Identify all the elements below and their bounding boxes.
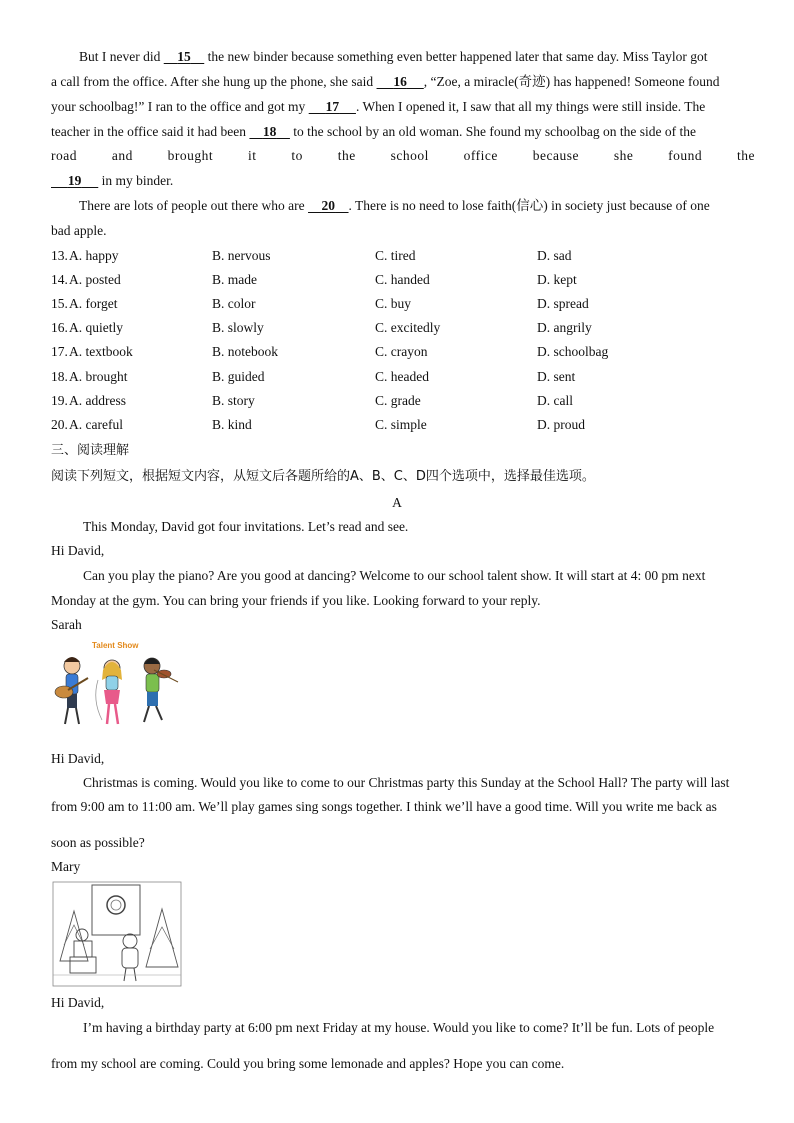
letter-text: soon as possible? xyxy=(51,835,145,850)
option-c[interactable]: C. handed xyxy=(375,272,430,288)
option-d[interactable]: D. call xyxy=(537,392,573,408)
option-a[interactable]: A. brought xyxy=(69,368,128,384)
option-b[interactable]: B. kind xyxy=(212,416,252,432)
letter-text: from 9:00 am to 11:00 am. We’ll play games sing songs together. I think we’ll have a good time. Will you write me back as xyxy=(51,799,717,814)
letter-text: Monday at the gym. You can bring your friends if you like. Looking forward to your reply. xyxy=(51,593,541,608)
passage-line: bad apple. xyxy=(51,223,107,238)
option-a[interactable]: A. address xyxy=(69,392,126,408)
option-c[interactable]: C. excitedly xyxy=(375,320,441,336)
question-number: 15. xyxy=(51,296,68,312)
question-number: 20. xyxy=(51,416,68,432)
option-b[interactable]: B. notebook xyxy=(212,344,278,360)
option-c[interactable]: C. tired xyxy=(375,248,416,263)
option-d[interactable]: D. spread xyxy=(537,296,589,312)
passage-line: your schoolbag!” I ran to the office and got my 17 . When I opened it, I saw that all my things were still inside. The xyxy=(51,99,706,114)
question-number: 14. xyxy=(51,272,68,288)
image-caption: Talent Show xyxy=(92,641,139,650)
letter-text: I’m having a birthday party at 6:00 pm next Friday at my house. Would you like to come? It’ll be fun. Lots of people xyxy=(83,1020,715,1035)
option-b[interactable]: B. nervous xyxy=(212,248,271,263)
intro-text: This Monday, David got four invitations. Let’s read and see. xyxy=(83,519,409,534)
option-a[interactable]: A. posted xyxy=(69,272,121,288)
option-a[interactable]: A. careful xyxy=(69,416,123,432)
option-b[interactable]: B. slowly xyxy=(212,320,264,336)
option-c[interactable]: C. grade xyxy=(375,392,421,408)
option-c[interactable]: C. buy xyxy=(375,296,412,312)
option-b[interactable]: B. color xyxy=(212,296,256,312)
option-d[interactable]: D. schoolbag xyxy=(537,344,609,360)
option-a[interactable]: A. happy xyxy=(69,248,119,263)
passage-line: a call from the office. After she hung up the phone, she said 16 , “Zoe, a miracle(奇迹) has happened! Someone found xyxy=(51,74,720,89)
letter-greeting: Hi David, xyxy=(51,543,105,558)
option-a[interactable]: A. quietly xyxy=(69,320,123,336)
passage-line: There are lots of people out there who are 20 . There is no need to lose faith(信心) in society just because of one xyxy=(79,198,710,213)
passage-line: But I never did 15 the new binder because something even better happened later that same day. Miss Taylor got xyxy=(79,49,708,64)
blank-18: 18 xyxy=(262,124,277,139)
blank-20: 20 xyxy=(321,198,336,213)
option-a[interactable]: A. textbook xyxy=(69,344,133,360)
option-d[interactable]: D. sent xyxy=(537,368,576,384)
option-b[interactable]: B. guided xyxy=(212,368,265,384)
option-d[interactable]: D. sad xyxy=(537,248,572,263)
question-number: 16. xyxy=(51,320,68,336)
blank-19: 19 xyxy=(67,173,82,188)
option-a[interactable]: A. forget xyxy=(69,296,118,312)
blank-15: 15 xyxy=(177,49,191,64)
section-instruction: 阅读下列短文，根据短文内容，从短文后各题所给的A、B、C、D四个选项中，选择最佳选项。 xyxy=(51,469,595,484)
letter-signature: Mary xyxy=(51,859,81,874)
option-c[interactable]: C. headed xyxy=(375,368,429,384)
letter-greeting: Hi David, xyxy=(51,751,105,766)
blank-17: 17 xyxy=(325,99,340,114)
option-b[interactable]: B. story xyxy=(212,392,255,408)
part-label: A xyxy=(392,495,402,510)
letter-greeting: Hi David, xyxy=(51,995,105,1010)
option-c[interactable]: C. crayon xyxy=(375,344,428,360)
option-d[interactable]: D. kept xyxy=(537,272,577,288)
letter-text: Christmas is coming. Would you like to come to our Christmas party this Sunday at the School Hall? The party will last xyxy=(83,775,730,790)
section-title: 三、阅读理解 xyxy=(51,443,130,458)
talent-show-illustration xyxy=(52,640,182,736)
passage-line: teacher in the office said it had been 18 to the school by an old woman. She found my schoolbag on the side of the xyxy=(51,124,696,139)
question-number: 13. xyxy=(51,248,68,263)
passage-line: 19 in my binder. xyxy=(51,174,755,188)
christmas-party-illustration xyxy=(52,881,182,987)
option-d[interactable]: D. proud xyxy=(537,416,585,432)
option-c[interactable]: C. simple xyxy=(375,416,427,432)
blank-16: 16 xyxy=(393,74,407,89)
question-number: 19. xyxy=(51,392,68,408)
letter-signature: Sarah xyxy=(51,617,82,632)
option-d[interactable]: D. angrily xyxy=(537,320,592,336)
question-number: 17. xyxy=(51,344,68,360)
letter-text: Can you play the piano? Are you good at dancing? Welcome to our school talent show. It will start at 4: 00 pm next xyxy=(83,568,706,583)
passage-line: road and brought it to the school office because she found the xyxy=(51,148,755,163)
option-b[interactable]: B. made xyxy=(212,272,257,288)
question-number: 18. xyxy=(51,368,68,384)
letter-text: from my school are coming. Could you bring some lemonade and apples? Hope you can come. xyxy=(51,1056,565,1071)
